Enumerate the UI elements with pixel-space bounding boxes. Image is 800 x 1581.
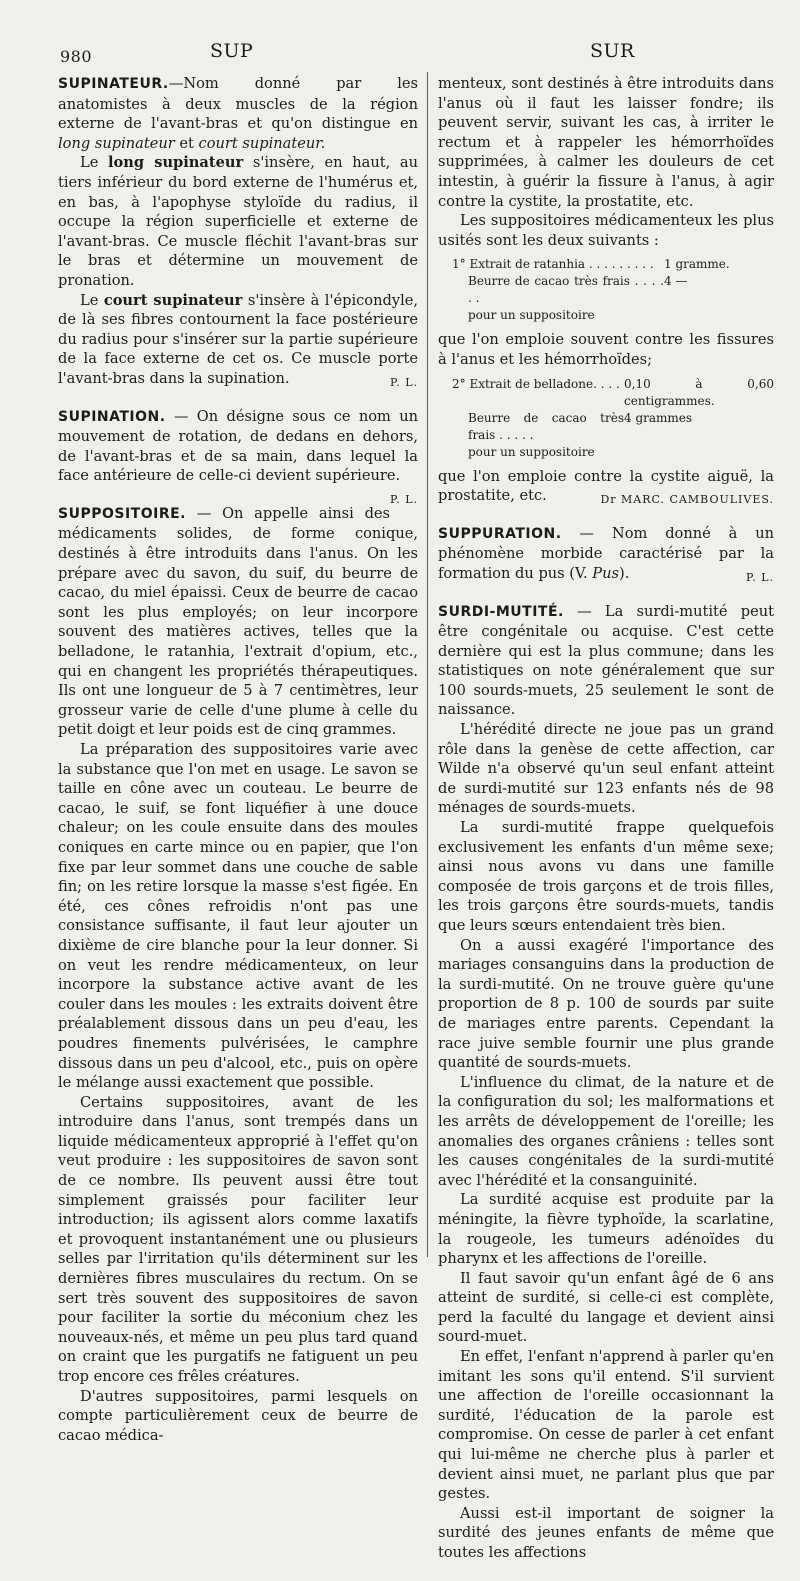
paragraph: SUPINATEUR.—Nom donné par les anatomistes à deux muscles de la région externe de l'avant-bras et qu'on distingue en long supinateur et court supinateur. (58, 75, 418, 152)
recipe-ratanhia: 1° Extrait de ratanhia . . . . . . . . . 1 gramme. Beurre de cacao très frais . . . . . . 4 — pour un suppositoire (452, 257, 730, 323)
running-head-left: SUP (210, 40, 254, 62)
entry-supinateur (58, 74, 418, 389)
paragraph: L'hérédité directe ne joue pas un grand rôle dans la genèse de cette affection, car Wilde n'a observé qu'un seul enfant atteint de surdi-mutité sur 123 enfants nés de 98 ménages de sourds-muets. (438, 721, 774, 817)
paragraph: SURDI-MUTITÉ. — La surdi-mutité peut être congénitale ou acquise. C'est cette dernière qui est la plus commune; dans les statistiques on note généralement que sur 100 sourds-muets, 25 seulement le sont de naissance. (438, 602, 774, 719)
paragraph: menteux, sont destinés à être introduits dans l'anus où il faut les laisser fondre; ils peuvent servir, suivant les cas, à irriter le rectum et à rappeler les hémorrhoïdes supprimées, à calmer les douleurs de cet intestin, à guérir la fissure à l'anus, à agir contre la cystite, la prostatite, etc. (438, 75, 774, 210)
paragraph: Le long supinateur s'insère, en haut, au tiers inférieur du bord externe de l'humérus et, en bas, à l'apophyse styloïde du radius, il occupe la région superficielle et externe de l'avant-bras. Ce muscle fléchit l'avant-bras sur le bras et détermine un mouvement de pronation. (58, 154, 419, 289)
paragraph: La surdi-mutité frappe quelquefois exclusivement les enfants d'un même sexe; ainsi nous avons vu dans une famille composée de trois garçons et de trois filles, les trois garçons être sourds-muets, tandis que leurs sœurs entendaient très bien. (438, 819, 774, 934)
signature: Dr MARC. CAMBOULIVES. (600, 493, 774, 507)
entry-keyword: SUPINATEUR. (58, 76, 169, 92)
paragraph: que l'on emploie souvent contre les fissures à l'anus et les hémorrhoïdes; (438, 331, 774, 368)
right-column (438, 74, 774, 1581)
column-divider (427, 72, 428, 1257)
paragraph: Le court supinateur s'insère à l'épicondyle, de là ses fibres contournent la face postérieure du radius pour s'insérer sur la partie supérieure de la face externe de cet os. Ce muscle porte l'avant-bras dans la supination. P. L. (58, 291, 418, 389)
entry-supination (58, 407, 418, 506)
entry-suppuration (438, 524, 774, 584)
signature: P. L. (746, 570, 774, 584)
signature: P. L. (390, 492, 418, 506)
paragraph: SUPPOSITOIRE. — On appelle ainsi des médicaments solides, de forme conique, destinés à être introduits dans l'anus. On les prépare avec du savon, du suif, du beurre de cacao, du miel épaissi. Ceux de beurre de cacao sont les plus employés; on leur incorpore souvent des matières actives, telles que la belladone, le ratanhia, l'extrait d'opium, etc., qui en changent les propriétés thérapeutiques. Ils ont une longueur de 5 à 7 centimètres, leur grosseur varie de celle d'une plume à celle du petit doigt et leur poids est de cinq grammes. (58, 504, 418, 739)
paragraph: Les suppositoires médicamenteux les plus usités sont les deux suivants : (438, 212, 774, 249)
paragraph: Certains suppositoires, avant de les introduire dans l'anus, sont trempés dans un liquide médicamenteux approprié à l'effet qu'on veut produire : les suppositoires de savon sont de ce nombre. Ils peuvent aussi être tout simplement graissés pour faciliter leur introduction; ils agissent alors comme laxatifs et provoquent instantanément une ou plusieurs selles par l'irritation qu'ils déterminent sur les dernières fibres musculaires du rectum. On se sert très souvent des suppositoires de savon pour faciliter la sortie du méconium chez les nouveaux-nés, et même un peu plus tard quand on craint que les purgatifs ne fatiguent un peu trop encore ces frêles créatures. (58, 1093, 418, 1385)
paragraph: La surdité acquise est produite par la méningite, la fièvre typhoïde, la scarlatine, la rougeole, les tumeurs adénoïdes du pharynx et les affections de l'oreille. (438, 1191, 774, 1268)
paragraph: On a aussi exagéré l'importance des mariages consanguins dans la production de la surdi-mutité. On ne trouve guère qu'une proportion de 8 p. 100 de sourds par suite de mariages entre parents. Cependant la race juive semble fournir une plus grande quantité de sourds-muets. (438, 936, 774, 1072)
paragraph: L'influence du climat, de la nature et de la configuration du sol; les malformations et les arrêts de développement de l'oreille; les anomalies des organes crâniens : telles sont les causes congénitales de la surdi-mutité avec l'hérédité et la consanguinité. (438, 1073, 774, 1189)
left-column (58, 74, 418, 1463)
signature: P. L. (390, 375, 418, 389)
entry-keyword: SUPINATION. (58, 408, 166, 425)
entry-surdi-mutite (438, 602, 774, 1563)
entry-keyword: SUPPURATION. (438, 525, 562, 542)
paragraph: que l'on emploie contre la cystite aiguë, la prostatite, etc. Dr MARC. CAMBOULIVES. (438, 467, 774, 506)
entry-suppositoire (58, 504, 418, 1446)
paragraph: En effet, l'enfant n'apprend à parler qu'en imitant les sons qu'il entend. S'il survient une affection de l'oreille occasionnant la surdité, l'éducation de la parole est compromise. On cesse de parler à cet enfant qui lui-même ne cherche plus à parler et devient ainsi muet, ne parlant plus que par gestes. (438, 1348, 774, 1503)
paragraph: SUPINATION. — On désigne sous ce nom un mouvement de rotation, de dedans en dehors, de l'avant-bras et de sa main, dans lequel la face antérieure de celle-ci devient supérieure. P. L. (58, 407, 418, 486)
entry-keyword: SURDI-MUTITÉ. (438, 603, 564, 620)
paragraph: SUPPURATION. — Nom donné à un phénomène morbide caractérisé par la formation du pus (V. Pus). P. L. (438, 524, 774, 584)
paragraph: D'autres suppositoires, parmi lesquels on compte particulièrement ceux de beurre de cacao médica- (58, 1387, 418, 1444)
page-number: 980 (60, 47, 93, 66)
running-head-right: SUR (590, 40, 635, 62)
entry-suppositoire-continued (438, 74, 774, 506)
paragraph: La préparation des suppositoires varie avec la substance que l'on met en usage. Le savon se taille en cône avec un couteau. Le beurre de cacao, le suif, se font liquéfier à une douce chaleur; on les coule ensuite dans des moules coniques en carte mince ou en papier, que l'on fixe par leur sommet dans une couche de sable fin; on les retire lorsque la masse s'est figée. En été, ces cônes refroidis n'ont pas une consistance suffisante, il faut leur ajouter un dixième de cire blanche pour la leur donner. Si on veut les rendre médicamenteux, on leur incorpore la substance active avant de les couler dans les moules : les extraits doivent être préalablement dissous dans un peu d'eau, les poudres finements pulvérisées, le camphre dissous dans un peu d'alcool, etc., puis on opère le mélange aussi exactement que possible. (58, 741, 418, 1092)
entry-keyword: SUPPOSITOIRE. (58, 505, 186, 522)
paragraph: Il faut savoir qu'un enfant âgé de 6 ans atteint de surdité, si celle-ci est complète, perd la faculté du langage et devient ainsi sourd-muet. (438, 1269, 774, 1346)
paragraph: Aussi est-il important de soigner la surdité des jeunes enfants de même que toutes les affections (438, 1504, 774, 1561)
recipe-belladone: 2° Extrait de belladone. . . . 0,10 à 0,60 centigrammes. Beurre de cacao très frais . . . . . 4 grammes pour un suppositoire (452, 376, 774, 459)
